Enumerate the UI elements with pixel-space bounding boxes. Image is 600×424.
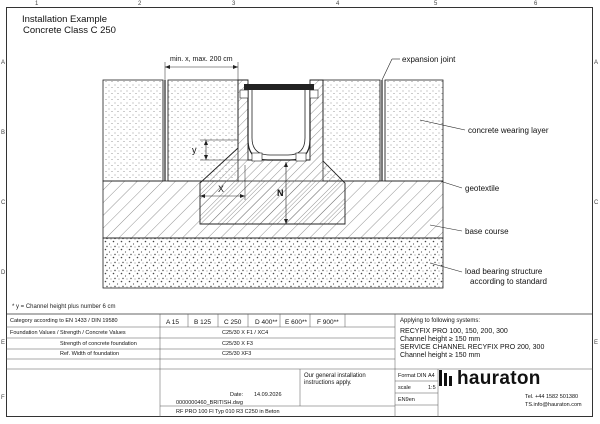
concrete-wearing-layer-label: concrete wearing layer xyxy=(468,126,549,135)
system-line-1: RECYFIX PRO 100, 150, 200, 300 xyxy=(400,328,508,335)
dimension-label: min. x, max. 200 cm xyxy=(170,56,233,63)
y-dimension-label: y xyxy=(192,145,197,155)
strength-label: Strength of concrete foundation xyxy=(60,341,137,347)
load-bearing-label-1: load bearing structure xyxy=(465,267,543,276)
n-dimension-label: N xyxy=(277,188,284,198)
ruler-side-b: B xyxy=(1,130,6,136)
drawing-number: 0000000460_BRITISH.dwg xyxy=(176,400,243,406)
load-class-d400: D 400** xyxy=(255,319,278,326)
date-value: 14.09.2026 xyxy=(254,392,282,398)
foundation-value-3: C25/30 XF3 xyxy=(222,351,252,357)
footnote: * y = Channel height plus number 6 cm xyxy=(12,304,116,310)
ruler-top-1: 1 xyxy=(35,1,39,7)
company-phone: Tel. +44 1582 501380 xyxy=(525,394,579,400)
sheet-code: EN9en xyxy=(398,397,415,403)
ruler-top-6: 6 xyxy=(534,1,538,7)
ruler-top-2: 2 xyxy=(138,1,142,7)
category-label: Category according to EN 1433 / DIN 19580 xyxy=(10,318,118,324)
load-bearing-label-2: according to standard xyxy=(470,277,547,286)
foundation-values-label: Foundation Values / Strength / Concrete Values xyxy=(10,330,126,336)
ruler-side-a-right: A xyxy=(594,60,599,66)
ruler-top-3: 3 xyxy=(232,1,236,7)
ruler-side-e: E xyxy=(1,340,6,346)
ruler-side-c: C xyxy=(1,200,6,206)
system-line-4: Channel height ≥ 150 mm xyxy=(400,352,481,359)
load-class-c250: C 250 xyxy=(224,319,242,326)
applying-to-label: Applying to following systems: xyxy=(400,318,481,324)
base-course-label: base course xyxy=(465,227,509,236)
format-label: Format DIN xyxy=(398,373,427,379)
company-email: TS.info@hauraton.com xyxy=(525,402,582,408)
geotextile-label: geotextile xyxy=(465,184,500,193)
wearing-layer-middle-right xyxy=(323,80,380,181)
load-class-f900: F 900** xyxy=(317,319,339,326)
drainage-channel xyxy=(248,88,310,160)
load-bearing-layer xyxy=(103,238,443,288)
ruler-side-e-right: E xyxy=(594,340,599,346)
file-reference: RF PRO 100 Fl Typ 010 R3 C250 in Beton xyxy=(176,409,280,415)
scale-label: scale xyxy=(398,385,411,391)
company-logo: hauraton xyxy=(457,368,541,389)
load-class-a15: A 15 xyxy=(166,319,180,326)
width-label: Ref. Width of foundation xyxy=(60,351,120,357)
expansion-joint-label: expansion joint xyxy=(402,55,456,64)
wearing-layer-left xyxy=(103,80,163,181)
load-class-b125: B 125 xyxy=(194,319,211,326)
format-value: A4 xyxy=(428,373,435,379)
system-line-2: Channel height ≥ 150 mm xyxy=(400,336,481,343)
load-class-e600: E 600** xyxy=(285,319,308,326)
ruler-top-5: 5 xyxy=(434,1,438,7)
wearing-layer-right xyxy=(385,80,443,181)
foundation-value-1: C25/30 X F1 / XC4 xyxy=(222,330,269,336)
installation-notice: Our general installation instructions apply. xyxy=(304,373,366,386)
ruler-top-4: 4 xyxy=(336,1,340,7)
scale-value: 1:5 xyxy=(428,385,436,391)
leader-expansion-joint xyxy=(382,59,392,80)
title-line-1: Installation Example xyxy=(22,14,108,25)
ruler-side-a: A xyxy=(1,60,6,66)
channel-grating xyxy=(244,84,314,90)
title-line-2: Concrete Class C 250 xyxy=(23,25,116,36)
x-dimension-label: X xyxy=(218,184,225,194)
date-label: Date: xyxy=(230,392,244,398)
foundation-value-2: C25/30 X F3 xyxy=(222,341,253,347)
ruler-side-d: D xyxy=(1,270,6,276)
ruler-side-f: F xyxy=(1,395,5,401)
ruler-side-c-right: C xyxy=(594,200,599,206)
system-line-3: SERVICE CHANNEL RECYFIX PRO 200, 300 xyxy=(400,344,545,351)
hauraton-logo-icon xyxy=(439,370,454,386)
